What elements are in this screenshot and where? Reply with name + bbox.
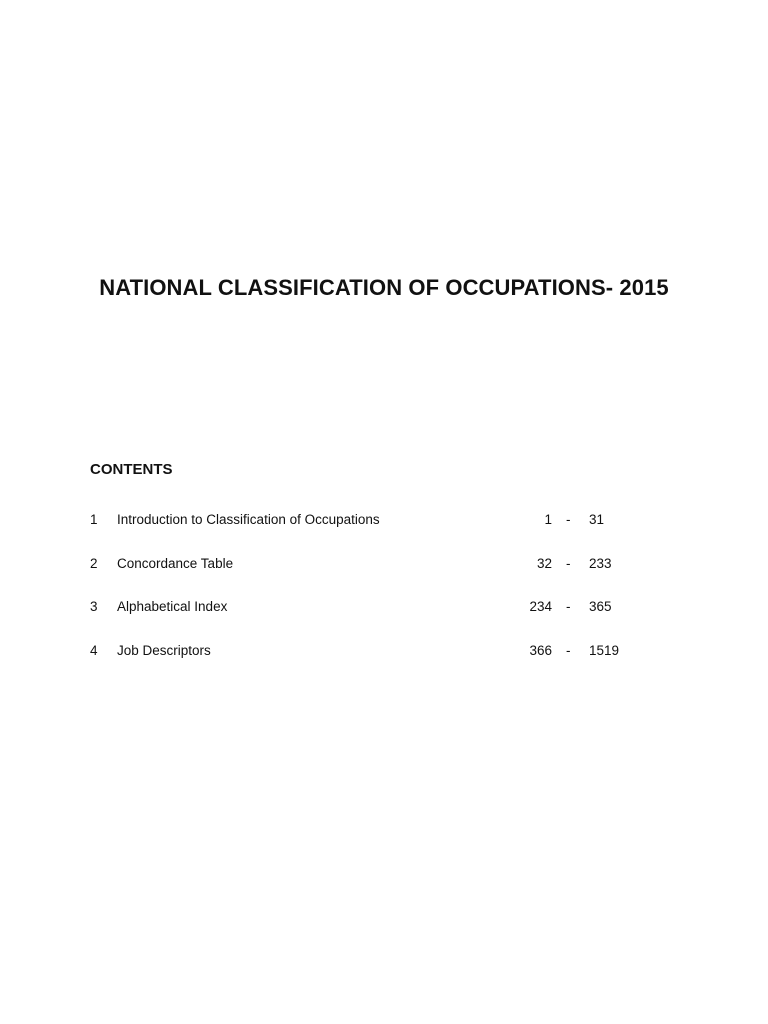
toc-entry-number: 1 xyxy=(90,512,98,527)
toc-entry-number: 3 xyxy=(90,599,98,614)
toc-entry-title: Introduction to Classification of Occupations xyxy=(117,512,380,527)
toc-entry-end-page: 233 xyxy=(589,556,612,571)
toc-entry-title: Concordance Table xyxy=(117,556,234,571)
toc-entry-introduction xyxy=(0,512,768,532)
toc-entry-start-page: 1 xyxy=(544,512,552,527)
toc-entry-start-page: 32 xyxy=(536,556,552,571)
toc-entry-number: 4 xyxy=(90,643,98,658)
toc-entry-end-page: 365 xyxy=(589,599,612,614)
toc-entry-end-page: 1519 xyxy=(589,643,620,658)
toc-entry-title: Alphabetical Index xyxy=(117,599,228,614)
toc-entry-separator: - xyxy=(566,556,571,571)
toc-entry-end-page: 31 xyxy=(589,512,605,527)
document-title: NATIONAL CLASSIFICATION OF OCCUPATIONS- 2015 xyxy=(99,275,669,300)
toc-entry-job-descriptors xyxy=(0,643,768,663)
toc-entry-start-page: 234 xyxy=(529,599,552,614)
toc-entry-concordance-table xyxy=(0,556,768,576)
toc-entry-separator: - xyxy=(566,512,571,527)
toc-entry-start-page: 366 xyxy=(529,643,552,658)
contents-heading: CONTENTS xyxy=(90,461,173,478)
toc-entry-alphabetical-index xyxy=(0,599,768,619)
toc-entry-number: 2 xyxy=(90,556,98,571)
toc-entry-separator: - xyxy=(566,643,571,658)
toc-entry-separator: - xyxy=(566,599,571,614)
toc-entry-title: Job Descriptors xyxy=(117,643,211,658)
